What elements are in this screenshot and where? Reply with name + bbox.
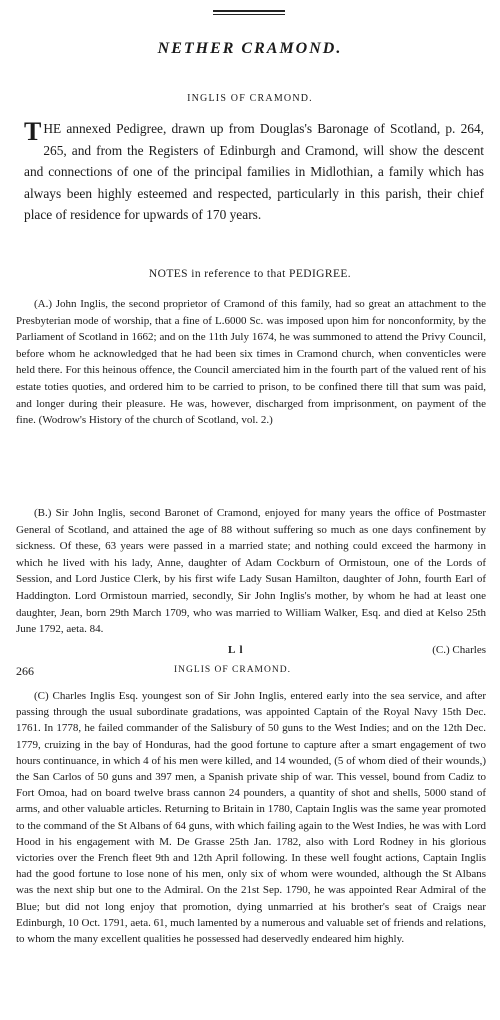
page-number: 266 xyxy=(16,664,34,678)
note-b xyxy=(16,505,486,638)
notes-heading: NOTES in reference to that PEDIGREE. xyxy=(148,268,352,280)
note-a xyxy=(16,296,486,429)
catchword: (C.) Charles xyxy=(432,644,486,656)
note-a-text: (A.) John Inglis, the second proprietor of Cramond of this family, had so great an attachment to the Presbyterian mode of worship, that a fine of L.6000 Sc. was imposed upon him for nonconformity, by the Parliament of Scotland in 1662; and on the 11th July 1674, he was summoned to attend the Privy Council, before whom he acknowledged that he had been six times in Cramond church, when conventicles were held there. For this heinous offence, the Council amerciated him in the fourth part of the valued rent of his estate toties quoties, and ordered him to be carried to prison, to be confined there till that sum was paid, and longer during their pleasure. He was, however, discharged from imprisonment, on payment of the fine. (Wodrow's History of the church of Scotland, vol. 2.) xyxy=(16,298,486,427)
intro-text: HE annexed Pedigree, drawn up from Douglas's Baronage of Scotland, p. 264, 265, and from the Registers of Edinburgh and Cramond, will show the descent and connections of one of the principal families in Midlothian, a family which has always been highly esteemed and respected, particularly in this parish, their chief place of residence for upwards of 170 years. xyxy=(24,121,484,222)
drop-cap: T xyxy=(24,117,42,146)
signature-line xyxy=(16,644,486,662)
intro-paragraph xyxy=(24,118,484,226)
page-title: NETHER CRAMOND. xyxy=(157,40,343,57)
note-c-text: (C) Charles Inglis Esq. youngest son of Sir John Inglis, entered early into the sea service, and after passing through the usual subordinate gradations, was appointed Captain of the Royal Navy 15th Dec. 1761. In 1778, he failed commander of the Salisbury of 50 guns to the West Indies; and on the 12th Dec. 1779, cruizing in the bay of Honduras, had the good fortune to capture after a smart engagement of two hours continuance, in which 4 of his men were killed, and 14 wounded, (5 of whom died of their wounds,) the San Carlos of 50 guns and 397 men, a Spanish private ship of war. This vessel, bound from Cadiz to Fort Omoa, had on board twelve brass cannon 24 pounders, a quantity of shot and shells, 5000 stand of arms, and other valuable articles. Returning to Britain in 1780, Captain Inglis was the same year promoted to the command of the St Albans of 64 guns, with which failing again to the West Indies, he was with Lord Hood in his engagement with M. De Grasse 25th Jan. 1782, also with Lord Rodney in his glorious victories over the French fleet 9th and 12th April following. In these well fought actions, Captain Inglis had the good fortune to lose none of his men, only six of whom were wounded, although the St Albans was the next ship but one to the Admiral. On the 21st Sep. 1790, he was appointed Rear Admiral of the Blue; but did not long enjoy that promotion, dying unmarried at his brother's seat of Craigs near Edinburgh, 10 Oct. 1791, aeta. 61, much lamented by a numerous and valuable set of friends and relations, to whom the many excellent qualities he possessed had deservedly endeared him highly. xyxy=(16,690,486,946)
top-rule xyxy=(213,10,285,12)
page-header xyxy=(16,664,486,682)
note-c xyxy=(16,688,486,947)
section-title: INGLIS OF CRAMOND. xyxy=(187,93,313,104)
note-b-text: (B.) Sir John Inglis, second Baronet of Cramond, enjoyed for many years the office of Postmaster General of Scotland, and attained the age of 88 without suffering so much as one days confinement by sickness. Of these, 63 years were passed in a married state; and nothing could exceed the harmony in which he lived with his lady, Anne, daughter of Adam Cockburn of Ormistoun, one of the Lords of Session, and Lord Justice Clerk, by his first wife Lady Susan Hamilton, daughter of John, fourth Earl of Haddington. Lord Ormistoun married, secondly, Sir John Inglis's mother, by whom he had at least one daughter, Jean, born 29th March 1709, who was married to William Walker, Esq. and died at Kelso 25th June 1792, aeta. 84. xyxy=(16,507,486,636)
signature-mark: L l xyxy=(228,644,244,656)
running-head: INGLIS OF CRAMOND. xyxy=(174,665,291,675)
top-rule-thin xyxy=(213,14,285,15)
